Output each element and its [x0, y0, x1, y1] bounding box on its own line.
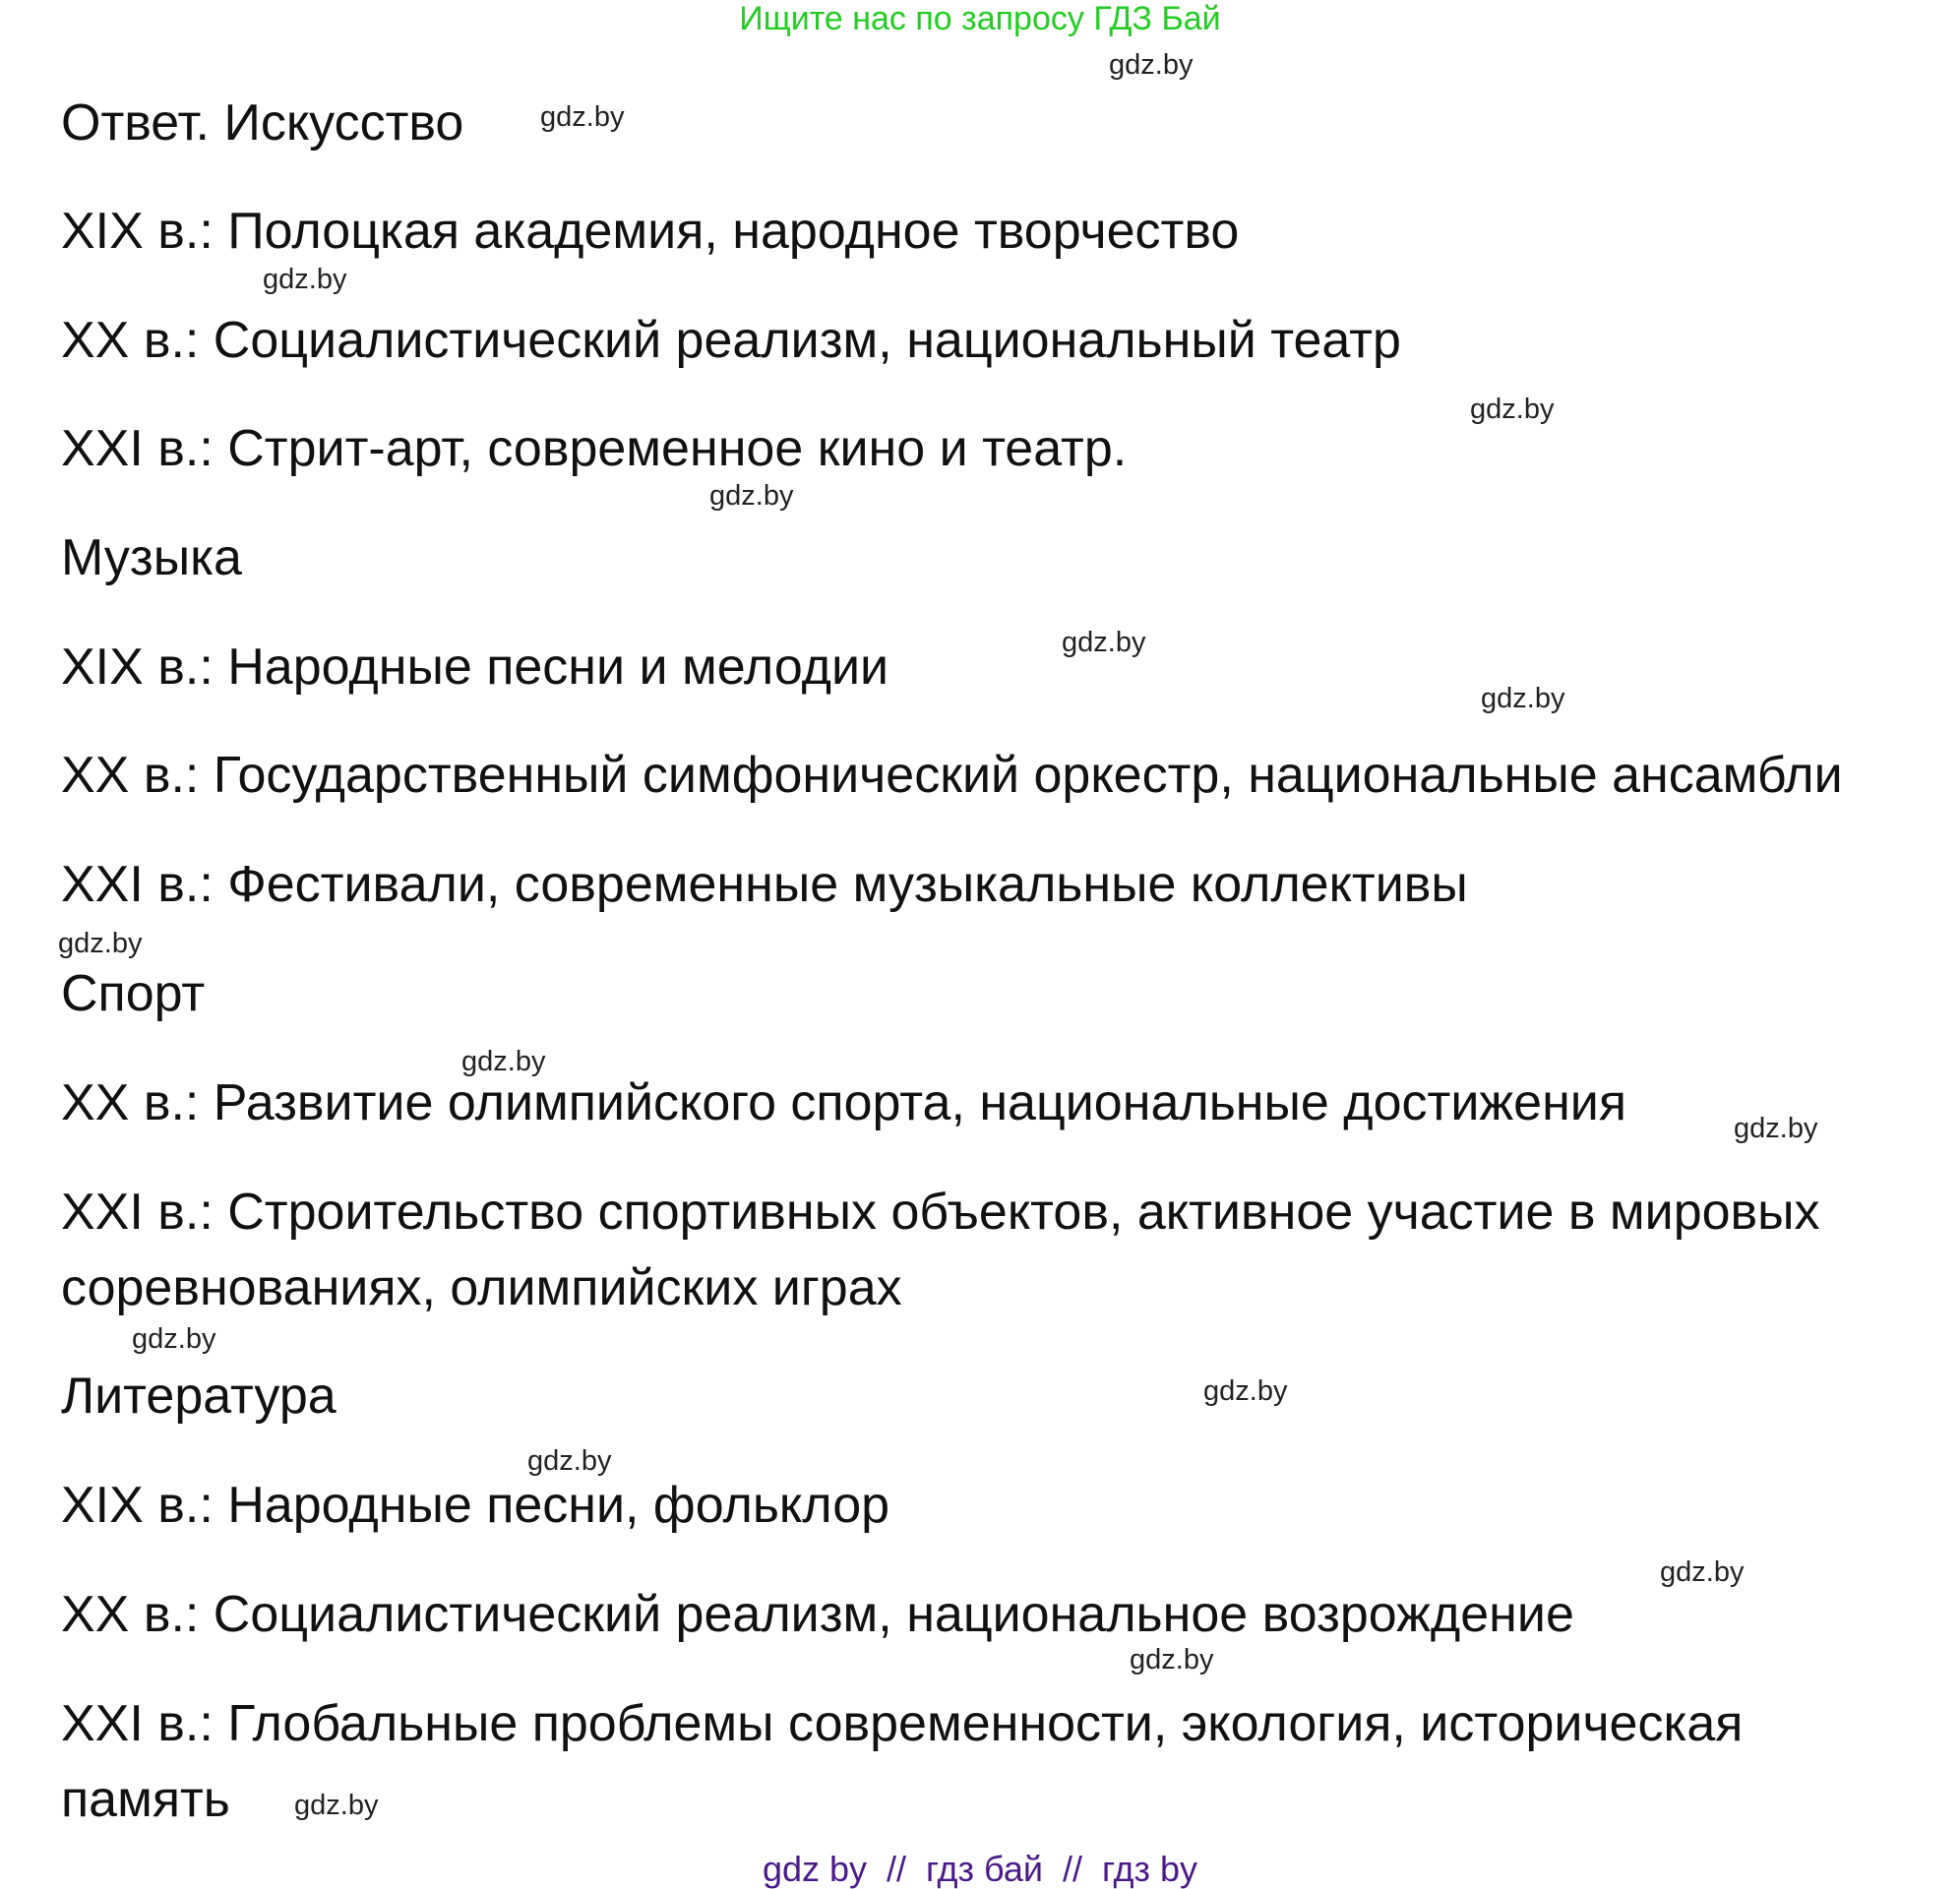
watermark: gdz.by [1734, 1113, 1818, 1144]
watermark: gdz.by [1062, 627, 1146, 658]
footer-links: gdz by // гдз бай // гдз by [762, 1849, 1198, 1889]
text-line: XIX в.: Народные песни и мелодии [61, 639, 889, 696]
watermark: gdz.by [294, 1790, 379, 1821]
watermark: gdz.by [540, 101, 625, 133]
watermark: gdz.by [1130, 1644, 1214, 1676]
watermark: gdz.by [1481, 683, 1565, 714]
answer-heading-art: Ответ. Искусство [61, 94, 464, 152]
text-line: XX в.: Социалистический реализм, национальное возрождение [61, 1586, 1574, 1643]
text-line: XXI в.: Строительство спортивных объектов, активное участие в мировых [61, 1184, 1820, 1241]
watermark: gdz.by [263, 264, 347, 295]
section-heading-sport: Спорт [61, 965, 206, 1022]
search-hint-banner: Ищите нас по запросу ГДЗ Бай [739, 0, 1221, 37]
watermark: gdz.by [1660, 1556, 1745, 1588]
text-line: XIX в.: Полоцкая академия, народное творчество [61, 203, 1240, 260]
watermark: gdz.by [1470, 394, 1555, 425]
watermark: gdz.by [527, 1445, 612, 1477]
text-line: XX в.: Развитие олимпийского спорта, национальные достижения [61, 1074, 1627, 1131]
text-line: соревнованиях, олимпийских играх [61, 1259, 902, 1316]
watermark: gdz.by [709, 480, 794, 512]
text-line: XXI в.: Глобальные проблемы современности, экология, историческая [61, 1695, 1744, 1752]
section-heading-music: Музыка [61, 529, 242, 586]
watermark: gdz.by [132, 1323, 216, 1355]
text-line: XX в.: Государственный симфонический оркестр, национальные ансамбли [61, 747, 1843, 804]
text-line: XIX в.: Народные песни, фольклор [61, 1477, 890, 1534]
section-heading-literature: Литература [61, 1368, 337, 1425]
watermark: gdz.by [1109, 49, 1194, 81]
text-line: XX в.: Социалистический реализм, национальный театр [61, 312, 1401, 369]
watermark: gdz.by [461, 1046, 546, 1077]
text-line: память [61, 1771, 230, 1828]
watermark: gdz.by [58, 928, 143, 959]
text-line: XXI в.: Фестивали, современные музыкальные коллективы [61, 856, 1468, 913]
text-line: XXI в.: Стрит-арт, современное кино и театр. [61, 420, 1128, 477]
watermark: gdz.by [1203, 1375, 1288, 1407]
